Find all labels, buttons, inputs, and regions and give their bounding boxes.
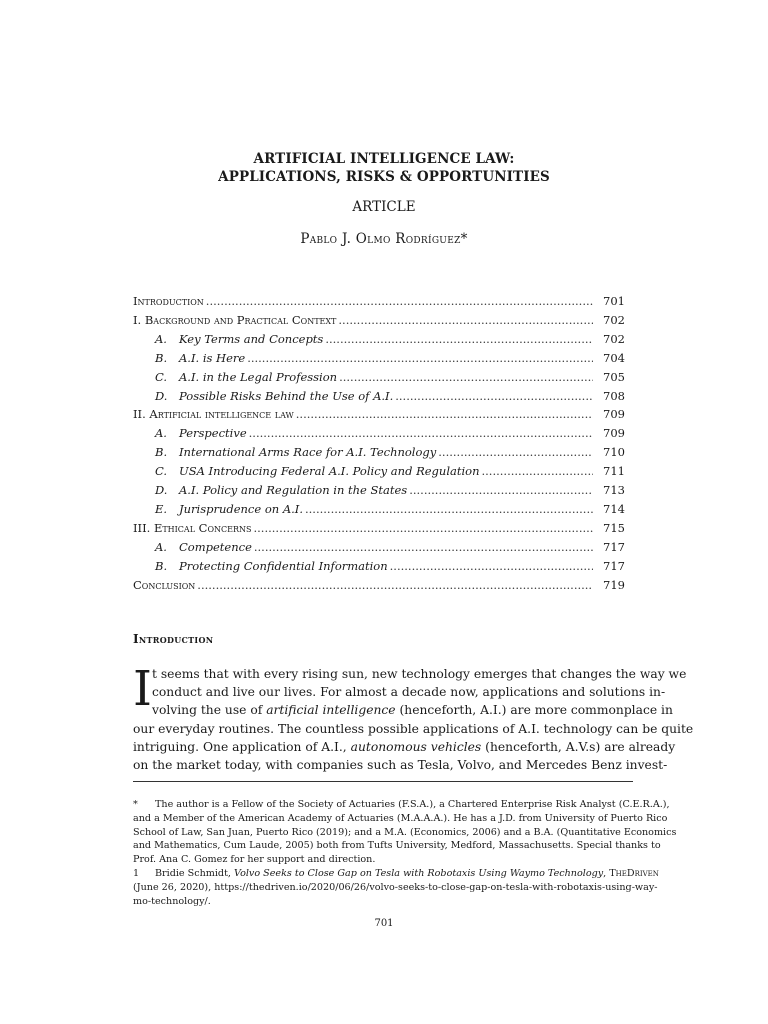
toc-entry-letter: D. [155, 388, 168, 403]
toc-entry [133, 538, 625, 557]
toc-entry-page: 710 [603, 445, 625, 460]
toc-entry-page: 709 [603, 426, 625, 441]
toc-leader-dots [254, 519, 594, 538]
toc-entry [133, 349, 625, 368]
body-line: on the market today, with companies such as Tesla, Volvo, and Mercedes Benz invest- [133, 757, 668, 772]
toc-entry-title: A.I. is Here [179, 350, 246, 365]
toc-entry [133, 481, 625, 500]
toc-entry-letter: A. [155, 426, 167, 441]
toc-entry-title: Introduction [133, 294, 204, 308]
body-line: t seems that with every rising sun, new technology emerges that changes the way we [152, 667, 687, 681]
footnote-marker: * [133, 799, 138, 810]
body-text-span: (henceforth, A.V.s) are already [481, 739, 676, 754]
toc-entry-page: 702 [603, 312, 625, 327]
footnotes [133, 798, 677, 908]
toc-entry [133, 576, 625, 595]
toc-leader-dots [339, 368, 593, 387]
body-text-span: (henceforth, A.I.) are more commonplace in [395, 703, 673, 718]
toc-entry [133, 311, 625, 330]
toc-entry-title: Competence [179, 539, 252, 554]
toc-leader-dots [325, 330, 593, 349]
toc-entry-page: 705 [603, 369, 625, 384]
toc-entry-page: 708 [603, 388, 625, 403]
footnote-source: TheDriven [609, 867, 659, 879]
toc-entry-page: 715 [603, 520, 625, 535]
toc-entry-page: 719 [603, 577, 625, 592]
footnote-line: School of Law, San Juan, Puerto Rico (2019); and a M.A. (Economics, 2006) and a B.A. (Quantitative Economics [133, 826, 677, 838]
body-text-span: volving the use of [152, 703, 267, 718]
body-emphasis: artificial intelligence [266, 703, 396, 718]
toc-leader-dots [206, 292, 593, 311]
toc-entry-title: Jurisprudence on A.I. [179, 501, 303, 516]
toc-entry-page: 717 [603, 539, 625, 554]
introduction-body [133, 661, 694, 774]
title-line-1: ARTIFICIAL INTELLIGENCE LAW: [253, 151, 515, 167]
footnote-line [133, 798, 670, 812]
footnote-divider [133, 781, 633, 782]
footnote-line [133, 867, 659, 881]
toc-entry-title: I. Background and Practical Context [133, 312, 337, 327]
toc-leader-dots [481, 462, 593, 481]
toc-entry-title: Conclusion [133, 577, 196, 592]
toc-entry-page: 714 [603, 501, 625, 516]
page-number: 701 [374, 918, 394, 929]
toc-entry-title: Perspective [179, 426, 247, 441]
toc-entry-letter: A. [155, 331, 167, 346]
toc-leader-dots [395, 387, 593, 406]
toc-leader-dots [409, 481, 593, 500]
toc-entry-page: 713 [603, 483, 625, 498]
toc-leader-dots [254, 538, 593, 557]
toc-entry-letter: E. [155, 501, 168, 516]
toc-entry [133, 405, 625, 424]
toc-entry-page: 702 [603, 331, 625, 346]
body-line: conduct and live our lives. For almost a decade now, applications and solutions in- [152, 685, 666, 700]
toc-entry [133, 462, 625, 481]
toc-entry [133, 292, 625, 311]
body-emphasis: autonomous vehicles [350, 739, 482, 754]
toc-leader-dots [296, 405, 593, 424]
footnote-line: Prof. Ana C. Gomez for her support and direction. [133, 854, 376, 866]
toc-entry-title: III. Ethical Concerns [133, 520, 252, 535]
toc-entry-page: 701 [603, 294, 625, 308]
toc-entry-letter: C. [155, 369, 168, 384]
toc-entry [133, 387, 625, 406]
toc-entry-title: Key Terms and Concepts [179, 331, 324, 346]
toc-entry-page: 717 [603, 558, 625, 573]
toc-entry-letter: D. [155, 483, 168, 498]
toc-entry [133, 557, 625, 576]
toc-leader-dots [438, 443, 593, 462]
toc-entry-letter: C. [155, 464, 168, 479]
body-line [133, 701, 673, 719]
body-line [133, 738, 676, 756]
toc-entry [133, 500, 625, 519]
toc-leader-dots [305, 500, 593, 519]
toc-entry-title: II. Artificial intelligence law [133, 407, 294, 422]
toc-entry [133, 368, 625, 387]
article-label: ARTICLE [352, 199, 416, 215]
footnote-line: and a Member of the American Academy of Actuaries (M.A.A.A.). He has a J.D. from University of Puerto Rico [133, 812, 668, 824]
toc-entry-title: Possible Risks Behind the Use of A.I. [179, 388, 394, 403]
footnote-marker: 1 [133, 867, 140, 879]
toc-entry-page: 711 [603, 464, 625, 479]
footnote-text: , [603, 867, 610, 879]
toc-entry [133, 443, 625, 462]
toc-entry-letter: B. [155, 445, 168, 460]
toc-entry-title: International Arms Race for A.I. Technology [179, 445, 437, 460]
toc-entry-letter: B. [155, 350, 168, 365]
toc-entry-title: Protecting Confidential Information [179, 558, 388, 573]
toc-leader-dots [338, 311, 593, 330]
toc-leader-dots [247, 349, 593, 368]
footnote-line: (June 26, 2020), https://thedriven.io/2020/06/26/volvo-seeks-to-close-gap-on-tesla-with-robotaxis-using-way- [133, 881, 658, 893]
drop-cap: I [133, 661, 152, 717]
body-text-span: intriguing. One application of A.I., [133, 739, 351, 754]
toc-entry [133, 330, 625, 349]
author-name: Pablo J. Olmo Rodríguez* [300, 231, 468, 247]
footnote-line: and Mathematics, Cum Laude, 2005) both from Tufts University, Medford, Massachusetts. Special thanks to [133, 840, 661, 852]
table-of-contents [133, 292, 625, 595]
footnote-text: Bridie Schmidt, [155, 867, 235, 879]
toc-entry-title: A.I. in the Legal Profession [179, 369, 338, 384]
footnote-text: The author is a Fellow of the Society of Actuaries (F.S.A.), a Chartered Enterprise Risk Analyst (C.E.R.A.), [155, 799, 670, 810]
article-title [0, 150, 768, 186]
toc-leader-dots [197, 576, 593, 595]
title-line-2: APPLICATIONS, RISKS & OPPORTUNITIES [218, 169, 550, 185]
toc-entry-page: 709 [603, 407, 625, 422]
toc-entry-page: 704 [603, 350, 625, 365]
body-line: our everyday routines. The countless possible applications of A.I. technology can be quite [133, 721, 694, 736]
toc-entry [133, 519, 625, 538]
toc-entry-title: USA Introducing Federal A.I. Policy and Regulation [179, 464, 480, 479]
toc-entry-letter: A. [155, 539, 167, 554]
toc-entry [133, 424, 625, 443]
introduction-heading: Introduction [133, 632, 214, 646]
footnote-emphasis: Volvo Seeks to Close Gap on Tesla with Robotaxis Using Waymo Technology [234, 867, 604, 879]
toc-leader-dots [249, 424, 593, 443]
toc-entry-letter: B. [155, 558, 168, 573]
toc-leader-dots [390, 557, 593, 576]
toc-entry-title: A.I. Policy and Regulation in the States [179, 483, 408, 498]
footnote-line: mo-technology/. [133, 895, 211, 907]
